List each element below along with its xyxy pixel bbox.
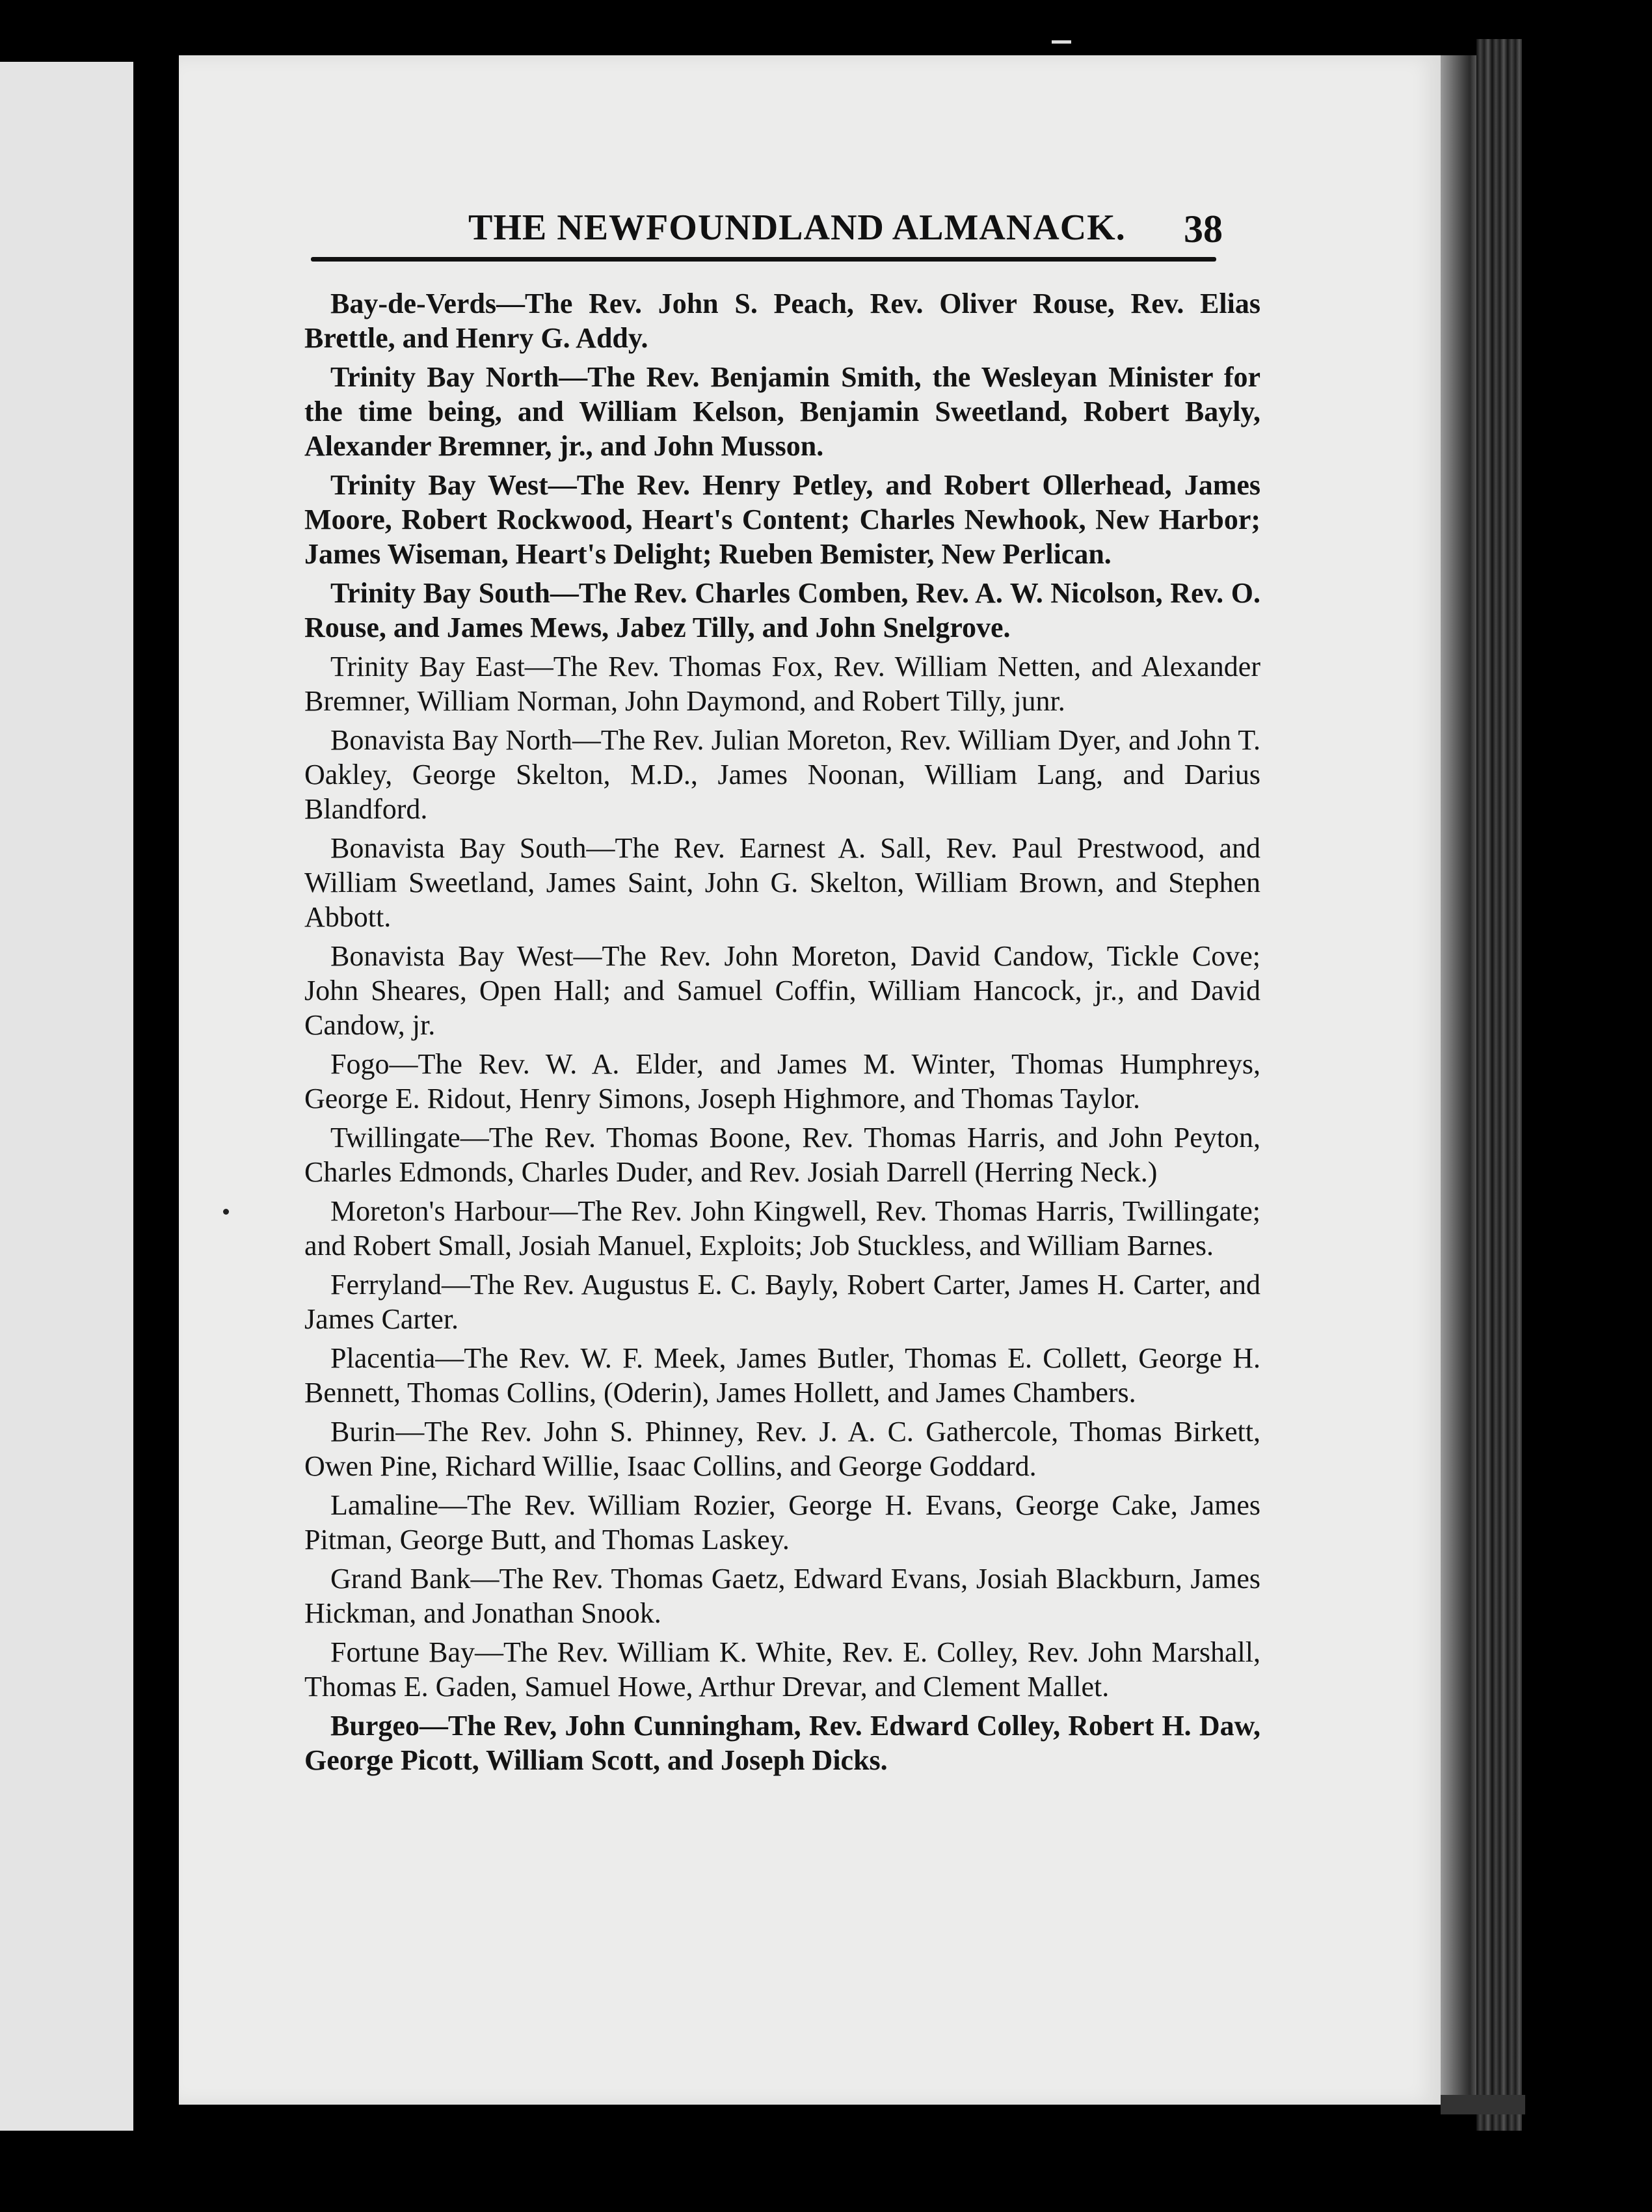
entry-bay-de-verds: Bay-de-Verds—The Rev. John S. Peach, Rev. Oliver Rouse, Rev. Elias Brettle, and Henry G. Addy. <box>304 288 1260 354</box>
running-header <box>312 207 1223 259</box>
running-title: THE NEWFOUNDLAND ALMANACK. <box>468 208 1126 248</box>
page-number: 38 <box>1184 208 1223 250</box>
entry-fogo: Fogo—The Rev. W. A. Elder, and James M. Winter, Thomas Humphreys, George E. Ridout, Henry Simons, Joseph Highmore, and Thomas Taylor. <box>304 1048 1260 1114</box>
page-corner-shadow <box>1441 2095 1525 2114</box>
entry-ferryland: Ferryland—The Rev. Augustus E. C. Bayly, Robert Carter, James H. Carter, and James Carter. <box>304 1269 1260 1335</box>
entry-bonavista-bay-south: Bonavista Bay South—The Rev. Earnest A. Sall, Rev. Paul Prestwood, and William Sweetland, James Saint, John G. Skelton, William Brown, and Stephen Abbott. <box>304 832 1260 933</box>
body-text <box>304 286 1260 1782</box>
page-stack-edge <box>1476 39 1522 2131</box>
entry-trinity-bay-south: Trinity Bay South—The Rev. Charles Comben, Rev. A. W. Nicolson, Rev. O. Rouse, and James Mews, Jabez Tilly, and John Snelgrove. <box>304 577 1260 643</box>
entry-burin: Burin—The Rev. John S. Phinney, Rev. J. A. C. Gathercole, Thomas Birkett, Owen Pine, Richard Willie, Isaac Collins, and George Goddard. <box>304 1416 1260 1482</box>
entry-burgeo: Burgeo—The Rev, John Cunningham, Rev. Edward Colley, Robert H. Daw, George Picott, William Scott, and Joseph Dicks. <box>304 1710 1260 1776</box>
header-rule <box>311 257 1216 262</box>
entry-lamaline: Lamaline—The Rev. William Rozier, George H. Evans, George Cake, James Pitman, George Butt, and Thomas Laskey. <box>304 1489 1260 1556</box>
entry-bonavista-bay-west: Bonavista Bay West—The Rev. John Moreton, David Candow, Tickle Cove; John Sheares, Open Hall; and Samuel Coffin, William Hancock, jr., and David Candow, jr. <box>304 940 1260 1041</box>
entry-trinity-bay-north: Trinity Bay North—The Rev. Benjamin Smith, the Wesleyan Minister for the time being, and William Kelson, Benjamin Sweetland, Robert Bayly, Alexander Bremner, jr., and John Musson. <box>304 361 1260 462</box>
entry-grand-bank: Grand Bank—The Rev. Thomas Gaetz, Edward Evans, Josiah Blackburn, James Hickman, and Jonathan Snook. <box>304 1563 1260 1629</box>
entry-placentia: Placentia—The Rev. W. F. Meek, James Butler, Thomas E. Collett, George H. Bennett, Thomas Collins, (Oderin), James Hollett, and James Chambers. <box>304 1342 1260 1409</box>
entry-moretons-harbour: Moreton's Harbour—The Rev. John Kingwell, Rev. Thomas Harris, Twillingate; and Robert Small, Josiah Manuel, Exploits; Job Stuckless, and William Barnes. <box>304 1195 1260 1261</box>
entry-trinity-bay-east: Trinity Bay East—The Rev. Thomas Fox, Rev. William Netten, and Alexander Bremner, William Norman, John Daymond, and Robert Tilly, junr. <box>304 651 1260 717</box>
facing-page-edge <box>0 62 133 2131</box>
entry-bonavista-bay-north: Bonavista Bay North—The Rev. Julian Moreton, Rev. William Dyer, and John T. Oakley, George Skelton, M.D., James Noonan, William Lang, and Darius Blandford. <box>304 724 1260 825</box>
ink-speck <box>223 1209 229 1215</box>
entry-trinity-bay-west: Trinity Bay West—The Rev. Henry Petley, and Robert Ollerhead, James Moore, Robert Rockwood, Heart's Content; Charles Newhook, New Harbor; James Wiseman, Heart's Delight; Rueben Bemister, New Perlican. <box>304 469 1260 570</box>
scan-artifact <box>1052 40 1071 44</box>
entry-fortune-bay: Fortune Bay—The Rev. William K. White, Rev. E. Colley, Rev. John Marshall, Thomas E. Gaden, Samuel Howe, Arthur Drevar, and Clement Mallet. <box>304 1636 1260 1703</box>
entry-twillingate: Twillingate—The Rev. Thomas Boone, Rev. Thomas Harris, and John Peyton, Charles Edmonds, Charles Duder, and Rev. Josiah Darrell (Herring Neck.) <box>304 1122 1260 1188</box>
